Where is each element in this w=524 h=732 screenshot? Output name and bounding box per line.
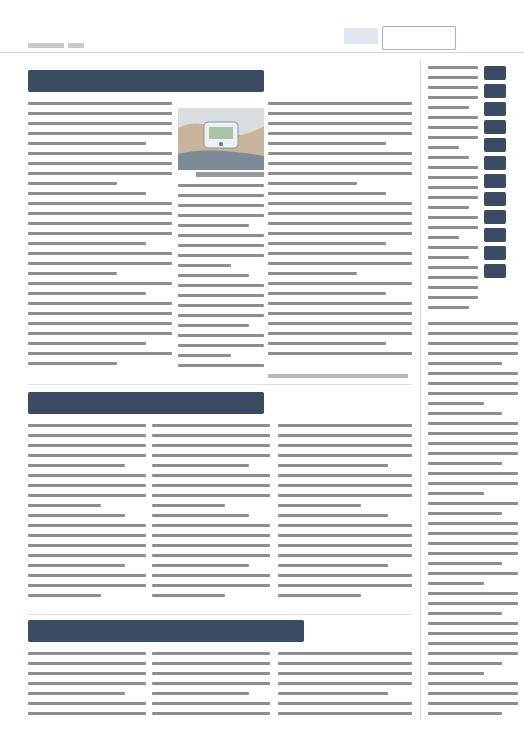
text-line bbox=[278, 564, 388, 567]
text-line bbox=[28, 142, 146, 145]
text-line bbox=[178, 284, 264, 287]
text-line bbox=[428, 382, 518, 385]
text-line bbox=[278, 534, 412, 537]
text-line bbox=[428, 332, 518, 335]
headline-glyph bbox=[484, 84, 506, 98]
text-line bbox=[278, 444, 412, 447]
text-line bbox=[428, 372, 518, 375]
text-line bbox=[178, 344, 264, 347]
text-line bbox=[268, 152, 412, 155]
text-line bbox=[178, 194, 264, 197]
text-line bbox=[152, 434, 270, 437]
article-2-column-2 bbox=[152, 424, 270, 610]
text-line bbox=[428, 342, 518, 345]
text-line bbox=[152, 454, 270, 457]
text-line bbox=[428, 196, 478, 199]
text-line bbox=[268, 282, 412, 285]
text-line bbox=[28, 554, 146, 557]
article-1-column-1 bbox=[28, 102, 172, 376]
text-line bbox=[152, 504, 225, 507]
text-line bbox=[278, 594, 361, 597]
text-line bbox=[28, 162, 172, 165]
text-line bbox=[28, 222, 172, 225]
text-line bbox=[152, 662, 270, 665]
text-line bbox=[28, 662, 146, 665]
text-line bbox=[428, 126, 478, 129]
masthead-logo bbox=[382, 26, 456, 50]
masthead bbox=[0, 0, 524, 53]
article-1-column-3 bbox=[268, 102, 412, 370]
text-line bbox=[278, 574, 412, 577]
headline-glyph bbox=[484, 66, 506, 80]
text-line bbox=[268, 322, 412, 325]
text-line bbox=[278, 584, 412, 587]
text-line bbox=[428, 106, 469, 109]
text-line bbox=[28, 514, 125, 517]
text-line bbox=[28, 682, 146, 685]
text-line bbox=[28, 494, 146, 497]
text-line bbox=[278, 434, 412, 437]
masthead-date bbox=[28, 43, 64, 48]
text-line bbox=[28, 202, 172, 205]
article-2-column-1 bbox=[28, 424, 146, 610]
text-line bbox=[278, 554, 412, 557]
text-line bbox=[178, 334, 264, 337]
text-line bbox=[268, 232, 412, 235]
text-line bbox=[428, 352, 518, 355]
masthead-weekday bbox=[68, 43, 84, 48]
text-line bbox=[28, 242, 146, 245]
text-line bbox=[428, 672, 484, 675]
text-line bbox=[152, 672, 270, 675]
text-line bbox=[178, 354, 231, 357]
text-line bbox=[268, 222, 412, 225]
text-line bbox=[152, 464, 249, 467]
article-3-column-3 bbox=[278, 652, 412, 728]
text-line bbox=[268, 292, 386, 295]
text-line bbox=[428, 286, 478, 289]
text-line bbox=[278, 702, 412, 705]
text-line bbox=[428, 632, 518, 635]
headline-glyph bbox=[484, 192, 506, 206]
text-line bbox=[178, 244, 264, 247]
text-line bbox=[28, 342, 146, 345]
text-line bbox=[152, 652, 270, 655]
text-line bbox=[152, 484, 270, 487]
text-line bbox=[28, 132, 172, 135]
text-line bbox=[428, 662, 502, 665]
text-line bbox=[428, 76, 478, 79]
text-line bbox=[268, 312, 412, 315]
text-line bbox=[152, 564, 249, 567]
text-line bbox=[268, 302, 412, 305]
text-line bbox=[428, 592, 518, 595]
text-line bbox=[268, 352, 412, 355]
article-2-headline bbox=[28, 392, 264, 414]
text-line bbox=[178, 264, 231, 267]
text-line bbox=[28, 544, 146, 547]
text-line bbox=[178, 184, 264, 187]
headline-glyph bbox=[484, 246, 506, 260]
page-number bbox=[482, 22, 500, 48]
text-line bbox=[268, 122, 412, 125]
text-line bbox=[28, 172, 172, 175]
text-line bbox=[268, 102, 412, 105]
text-line bbox=[428, 712, 502, 715]
article-1-url bbox=[268, 374, 408, 378]
text-line bbox=[428, 176, 478, 179]
text-line bbox=[28, 712, 146, 715]
text-line bbox=[28, 102, 172, 105]
text-line bbox=[278, 504, 361, 507]
text-line bbox=[278, 662, 412, 665]
text-line bbox=[428, 166, 478, 169]
text-line bbox=[278, 464, 388, 467]
text-line bbox=[268, 112, 412, 115]
text-line bbox=[28, 232, 172, 235]
text-line bbox=[28, 652, 146, 655]
divider bbox=[28, 384, 412, 385]
text-line bbox=[428, 66, 478, 69]
text-line bbox=[28, 302, 172, 305]
article-3-column-1 bbox=[28, 652, 146, 728]
text-line bbox=[278, 692, 388, 695]
text-line bbox=[178, 214, 264, 217]
text-line bbox=[428, 136, 478, 139]
text-line bbox=[428, 702, 518, 705]
text-line bbox=[428, 322, 518, 325]
text-line bbox=[428, 96, 478, 99]
text-line bbox=[178, 364, 264, 367]
text-line bbox=[428, 206, 469, 209]
text-line bbox=[428, 412, 502, 415]
text-line bbox=[428, 422, 518, 425]
text-line bbox=[428, 392, 518, 395]
text-line bbox=[268, 212, 412, 215]
blood-pressure-monitor-photo bbox=[178, 108, 264, 170]
text-line bbox=[28, 534, 146, 537]
text-line bbox=[428, 462, 502, 465]
text-line bbox=[152, 554, 270, 557]
text-line bbox=[28, 252, 172, 255]
text-line bbox=[28, 112, 172, 115]
text-line bbox=[428, 612, 502, 615]
sidebar-column-bottom bbox=[428, 322, 518, 722]
text-line bbox=[268, 132, 412, 135]
text-line bbox=[28, 454, 146, 457]
text-line bbox=[278, 454, 412, 457]
text-line bbox=[28, 362, 117, 365]
text-line bbox=[428, 86, 478, 89]
sidebar-divider bbox=[420, 60, 421, 720]
text-line bbox=[152, 474, 270, 477]
headline-glyph bbox=[484, 174, 506, 188]
text-line bbox=[178, 254, 264, 257]
text-line bbox=[428, 296, 478, 299]
text-line bbox=[428, 482, 518, 485]
headline-glyph bbox=[484, 138, 506, 152]
text-line bbox=[278, 652, 412, 655]
text-line bbox=[152, 574, 270, 577]
text-line bbox=[28, 352, 172, 355]
headline-glyph bbox=[484, 156, 506, 170]
text-line bbox=[28, 584, 146, 587]
text-line bbox=[428, 642, 518, 645]
text-line bbox=[268, 332, 412, 335]
text-line bbox=[278, 424, 412, 427]
text-line bbox=[28, 182, 117, 185]
text-line bbox=[428, 442, 518, 445]
text-line bbox=[178, 204, 264, 207]
text-line bbox=[28, 594, 101, 597]
text-line bbox=[28, 192, 146, 195]
text-line bbox=[428, 692, 518, 695]
text-line bbox=[268, 272, 357, 275]
text-line bbox=[178, 304, 264, 307]
text-line bbox=[428, 562, 502, 565]
text-line bbox=[268, 242, 386, 245]
text-line bbox=[152, 514, 249, 517]
text-line bbox=[152, 534, 270, 537]
text-line bbox=[178, 224, 249, 227]
article-2-column-3 bbox=[278, 424, 412, 610]
article-1-photo bbox=[178, 108, 264, 170]
divider bbox=[28, 614, 412, 615]
text-line bbox=[428, 256, 469, 259]
text-line bbox=[278, 484, 412, 487]
photo-caption bbox=[196, 172, 264, 177]
text-line bbox=[428, 452, 518, 455]
text-line bbox=[28, 312, 172, 315]
text-line bbox=[278, 494, 412, 497]
text-line bbox=[428, 652, 518, 655]
text-line bbox=[178, 294, 264, 297]
text-line bbox=[428, 116, 478, 119]
text-line bbox=[268, 252, 412, 255]
text-line bbox=[28, 524, 146, 527]
text-line bbox=[428, 216, 478, 219]
text-line bbox=[28, 672, 146, 675]
text-line bbox=[28, 152, 172, 155]
text-line bbox=[428, 492, 484, 495]
text-line bbox=[428, 266, 478, 269]
text-line bbox=[152, 712, 270, 715]
text-line bbox=[428, 402, 484, 405]
text-line bbox=[278, 474, 412, 477]
headline-glyph bbox=[484, 264, 506, 278]
text-line bbox=[428, 472, 518, 475]
article-1-headline bbox=[28, 70, 264, 92]
text-line bbox=[278, 682, 412, 685]
text-line bbox=[178, 274, 249, 277]
text-line bbox=[178, 314, 264, 317]
text-line bbox=[428, 542, 518, 545]
text-line bbox=[152, 682, 270, 685]
text-line bbox=[428, 622, 518, 625]
text-line bbox=[152, 692, 249, 695]
text-line bbox=[428, 432, 518, 435]
headline-glyph bbox=[484, 120, 506, 134]
text-line bbox=[28, 464, 125, 467]
text-line bbox=[428, 512, 502, 515]
text-line bbox=[152, 444, 270, 447]
text-line bbox=[428, 522, 518, 525]
text-line bbox=[268, 192, 386, 195]
text-line bbox=[28, 504, 101, 507]
text-line bbox=[278, 524, 412, 527]
headline-glyph bbox=[484, 228, 506, 242]
text-line bbox=[428, 682, 518, 685]
text-line bbox=[28, 444, 146, 447]
text-line bbox=[428, 156, 469, 159]
text-line bbox=[152, 702, 270, 705]
text-line bbox=[428, 532, 518, 535]
text-line bbox=[268, 262, 412, 265]
sidebar-column-top bbox=[428, 66, 478, 316]
text-line bbox=[268, 342, 386, 345]
text-line bbox=[28, 484, 146, 487]
text-line bbox=[428, 306, 469, 309]
text-line bbox=[152, 424, 270, 427]
text-line bbox=[152, 494, 270, 497]
text-line bbox=[28, 212, 172, 215]
text-line bbox=[278, 514, 388, 517]
text-line bbox=[28, 434, 146, 437]
text-line bbox=[178, 234, 264, 237]
text-line bbox=[28, 272, 117, 275]
text-line bbox=[428, 552, 518, 555]
text-line bbox=[278, 712, 412, 715]
text-line bbox=[278, 544, 412, 547]
text-line bbox=[428, 362, 502, 365]
text-line bbox=[428, 502, 518, 505]
text-line bbox=[152, 584, 270, 587]
text-line bbox=[268, 202, 412, 205]
article-1-column-2 bbox=[178, 184, 264, 376]
text-line bbox=[178, 324, 249, 327]
masthead-section bbox=[344, 28, 378, 44]
text-line bbox=[428, 582, 484, 585]
text-line bbox=[428, 146, 459, 149]
text-line bbox=[428, 276, 478, 279]
text-line bbox=[152, 524, 270, 527]
text-line bbox=[152, 544, 270, 547]
text-line bbox=[28, 122, 172, 125]
text-line bbox=[428, 602, 518, 605]
text-line bbox=[268, 182, 357, 185]
text-line bbox=[28, 292, 146, 295]
text-line bbox=[268, 142, 386, 145]
text-line bbox=[28, 262, 172, 265]
text-line bbox=[28, 692, 125, 695]
text-line bbox=[28, 574, 146, 577]
text-line bbox=[152, 594, 225, 597]
text-line bbox=[268, 162, 412, 165]
text-line bbox=[28, 282, 172, 285]
text-line bbox=[28, 564, 125, 567]
headline-glyph bbox=[484, 102, 506, 116]
text-line bbox=[28, 424, 146, 427]
text-line bbox=[428, 246, 478, 249]
headline-glyph bbox=[484, 210, 506, 224]
text-line bbox=[28, 474, 146, 477]
article-3-headline bbox=[28, 620, 304, 642]
text-line bbox=[278, 672, 412, 675]
article-3-column-2 bbox=[152, 652, 270, 728]
text-line bbox=[268, 172, 412, 175]
text-line bbox=[428, 186, 478, 189]
text-line bbox=[428, 572, 518, 575]
text-line bbox=[428, 226, 478, 229]
text-line bbox=[28, 332, 172, 335]
sidebar-vertical-headline bbox=[484, 66, 514, 312]
text-line bbox=[28, 702, 146, 705]
text-line bbox=[28, 322, 172, 325]
text-line bbox=[428, 236, 459, 239]
